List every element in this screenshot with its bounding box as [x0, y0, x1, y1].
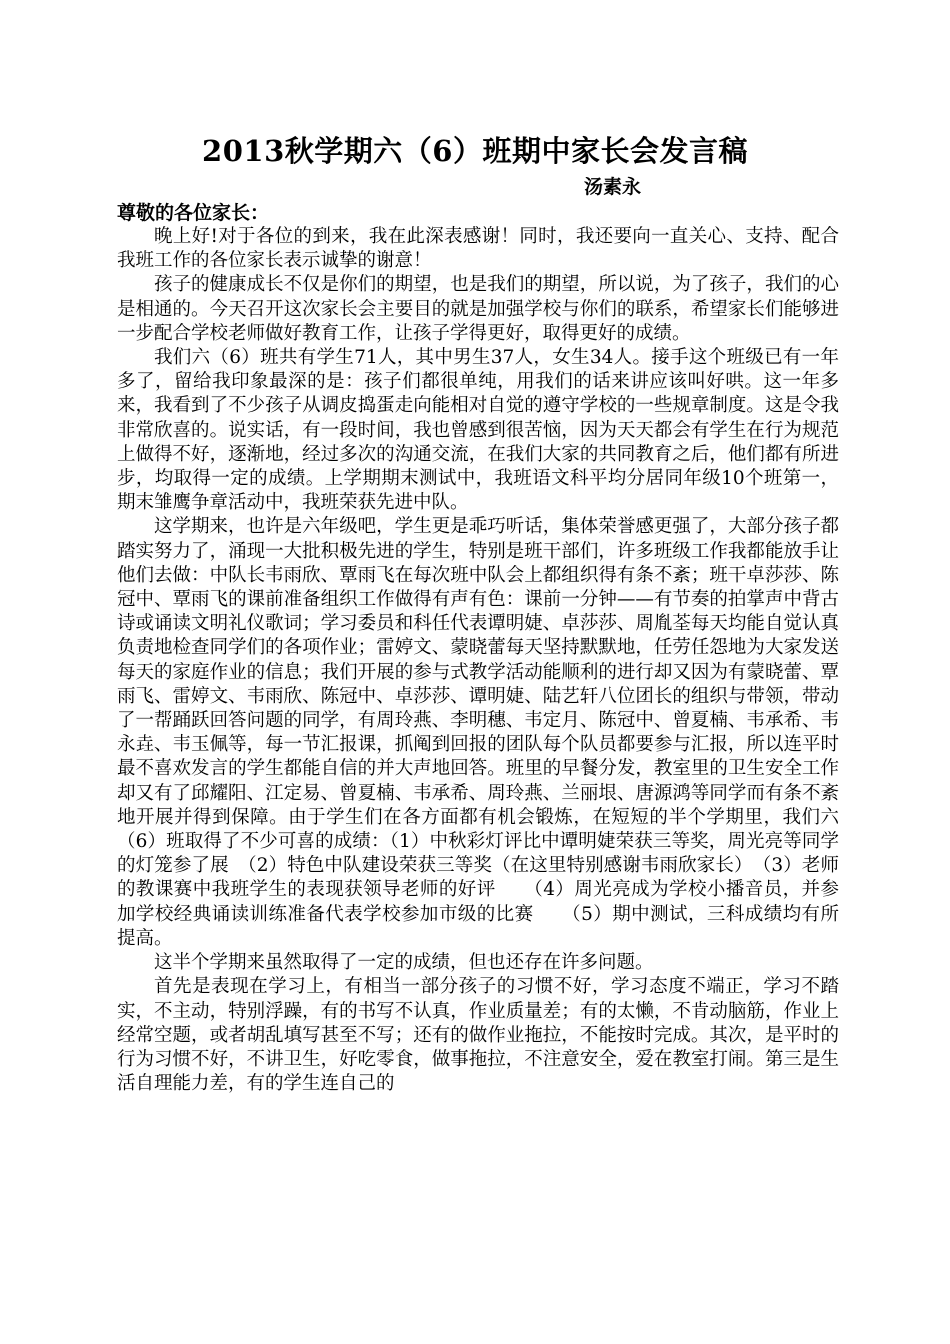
paragraph: 晚上好!对于各位的到来，我在此深表感谢！同时，我还要向一直关心、支持、配合我班工作的各位家长表示诚挚的谢意！: [117, 226, 839, 272]
paragraph: 这学期来，也许是六年级吧，学生更是乖巧听话，集体荣誉感更强了，大部分孩子都踏实努力了，涌现一大批积极先进的学生，特别是班干部们，许多班级工作我都能放手让他们去做：中队长韦雨欣、覃雨飞在每次班中队会上都组织得有条不紊；班干卓莎莎、陈冠中、覃雨飞的课前准备组织工作做得有声有色：课前一分钟——有节奏的拍掌声中背古诗或诵读文明礼仪歌词；学习委员和科任代表谭明婕、卓莎莎、周胤荃每天均能自觉认真负责地检查同学们的各项作业；雷婷文、蒙晓蕾每天坚持默默地，任劳任怨地为大家发送每天的家庭作业的信息；我们开展的参与式教学活动能顺利的进行却又因为有蒙晓蕾、覃雨飞、雷婷文、韦雨欣、陈冠中、卓莎莎、谭明婕、陆艺轩八位团长的组织与带领，带动了一帮踊跃回答问题的同学，有周玲燕、李明穗、韦定月、陈冠中、曾夏楠、韦承希、韦永垚、韦玉佩等，每一节汇报课，抓阄到回报的团队每个队员都要参与汇报，所以连平时最不喜欢发言的学生都能自信的并大声地回答。班里的早餐分发，教室里的卫生安全工作却又有了邱耀阳、江定易、曾夏楠、韦承希、周玲燕、兰丽垠、唐源鸿等同学而有条不紊地开展并得到保障。由于学生们在各方面都有机会锻炼，在短短的半个学期里，我们六（6）班取得了不少可喜的成绩：（1）中秋彩灯评比中谭明婕荣获三等奖，周光亮等同学的灯笼参了展 （2）特色中队建设荣获三等奖（在这里特别感谢韦雨欣家长） （3）老师的教课赛中我班学生的表现获领导老师的好评 （4）周光亮成为学校小播音员，并参加学校经典诵读训练准备代表学校参加市级的比赛 （5）期中测试，三科成绩均有所提高。: [117, 516, 839, 949]
salutation: 尊敬的各位家长：: [117, 202, 270, 224]
paragraph: 孩子的健康成长不仅是你们的期望，也是我们的期望，所以说，为了孩子，我们的心是相通的。今天召开这次家长会主要目的就是加强学校与你们的联系，希望家长们能够进一步配合学校老师做好教育工作，让孩子学得更好，取得更好的成绩。: [117, 274, 839, 344]
author-name: 汤素永: [584, 176, 642, 198]
document-body: [117, 225, 839, 1096]
paragraph: 我们六（6）班共有学生71人，其中男生37人，女生34人。接手这个班级已有一年多了，留给我印象最深的是：孩子们都很单纯，用我们的话来讲应该叫好哄。这一年多来，我看到了不少孩子从调皮捣蛋走向能相对自觉的遵守学校的一些规章制度。这是令我非常欣喜的。说实话，有一段时间，我也曾感到很苦恼，因为天天都会有学生在行为规范上做得不好，逐渐地，经过多次的沟通交流，在我们大家的共同教育之后，他们都有所进步，均取得一定的成绩。上学期期末测试中，我班语文科平均分居同年级10个班第一，期末雏鹰争章活动中，我班荣获先进中队。: [117, 347, 839, 514]
paragraph: 首先是表现在学习上，有相当一部分孩子的习惯不好，学习态度不端正，学习不踏实，不主动，特别浮躁，有的书写不认真，作业质量差；有的太懒，不肯动脑筋，作业上经常空题，或者胡乱填写甚至不写；还有的做作业拖拉，不能按时完成。其次，是平时的行为习惯不好，不讲卫生，好吃零食，做事拖拉，不注意安全，爱在教室打闹。第三是生活自理能力差，有的学生连自己的: [117, 976, 839, 1095]
paragraph: 这半个学期来虽然取得了一定的成绩，但也还存在许多问题。: [154, 952, 654, 974]
document-title: 2013秋学期六（6）班期中家长会发言稿: [202, 134, 748, 168]
